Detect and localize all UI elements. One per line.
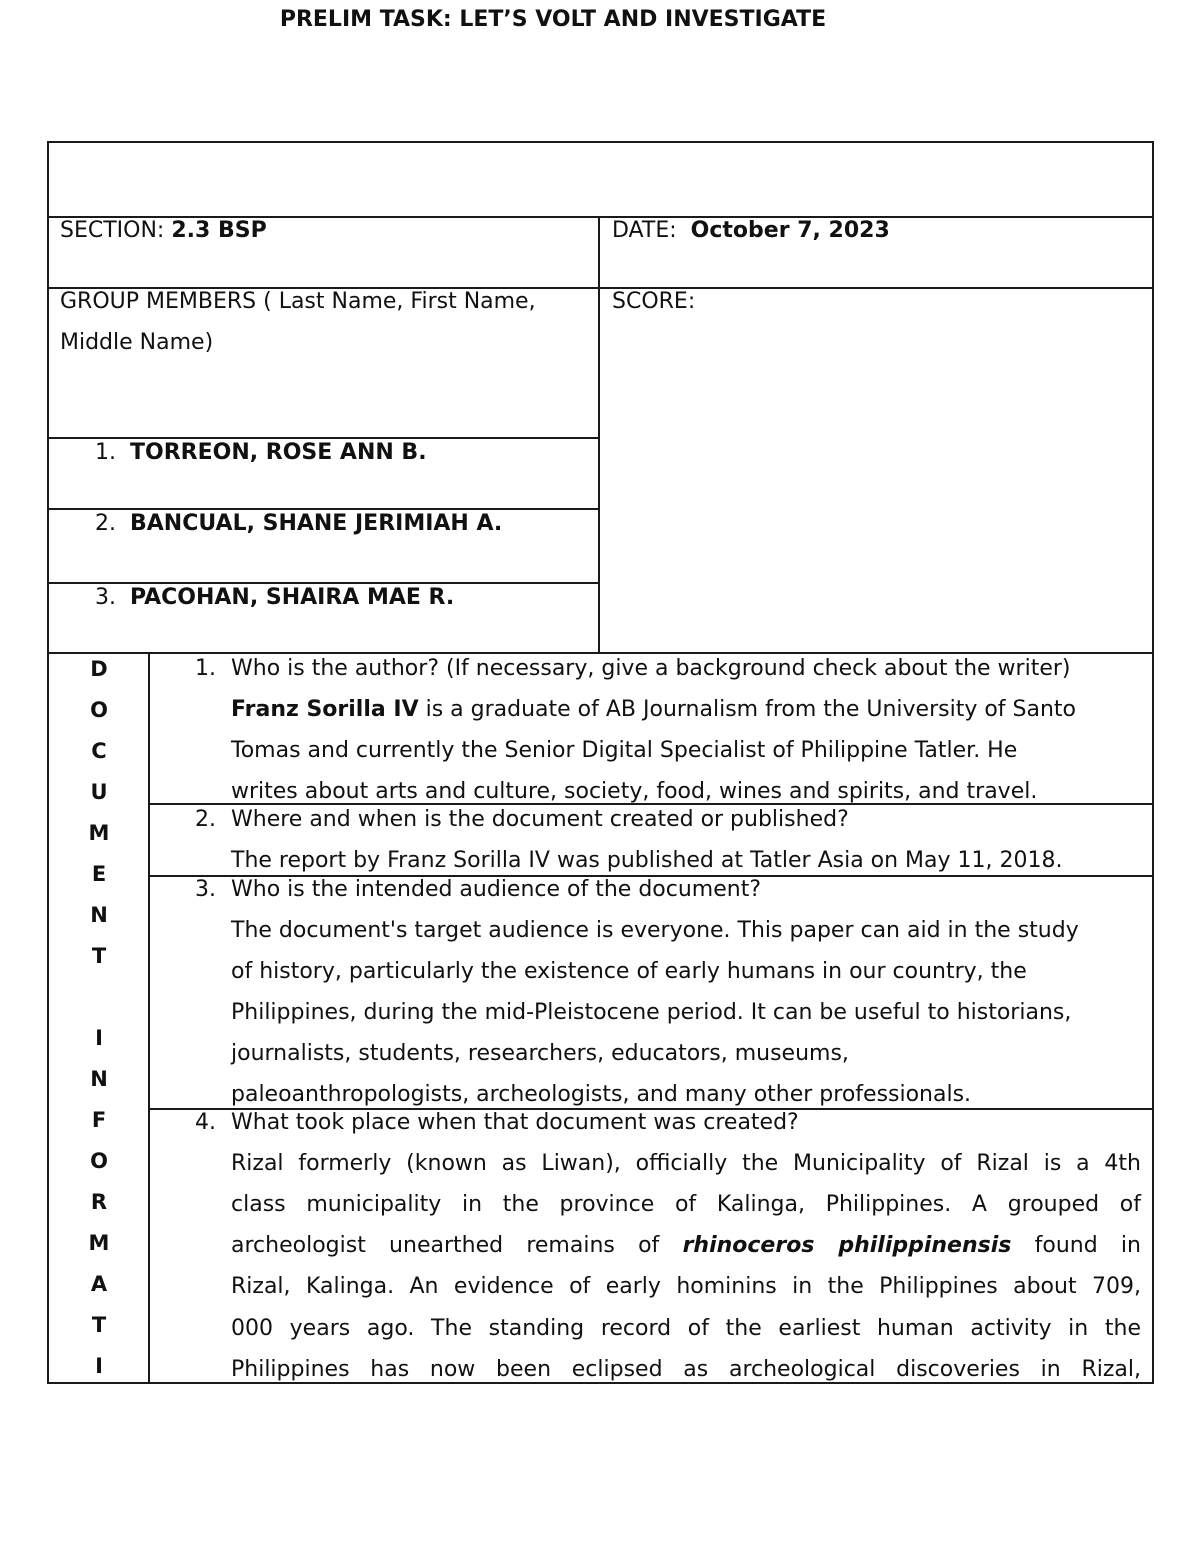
member-name: BANCUAL, SHANE JERIMIAH A. [130,511,503,536]
answer-line: writes about arts and culture, society, food, wines and spirits, and travel. [231,779,1038,804]
question-number: 1. [195,656,216,681]
answer-line [231,1225,1141,1266]
side-letter: E [91,862,107,886]
question-number: 4. [195,1110,216,1135]
side-letter: I [95,1354,103,1378]
answer-line: The report by Franz Sorilla IV was published at Tatler Asia on May 11, 2018. [231,848,1063,873]
side-letter: F [91,1108,107,1132]
section-field [60,210,267,251]
side-letter: N [90,903,108,927]
side-letter: A [90,1272,108,1296]
side-letter: C [91,739,107,763]
member-name: TORREON, ROSE ANN B. [130,440,427,465]
answer-line: Tomas and currently the Senior Digital Specialist of Philippine Tatler. He [231,738,1018,763]
author-name: Franz Sorilla IV [231,697,419,722]
answer-line: of history, particularly the existence of early humans in our country, the [231,959,1027,984]
side-letter: R [90,1190,108,1214]
section-value: 2.3 BSP [171,218,267,243]
col-divider [598,216,600,653]
score-label: SCORE: [612,289,696,314]
side-letter: T [91,1313,107,1337]
side-letter: I [95,1026,103,1050]
page-title: PRELIM TASK: LET’S VOLT AND INVESTIGATE [279,7,827,32]
side-letter-gap [48,977,150,1018]
answer-line: class municipality in the province of Kalinga, Philippines. A grouped of [231,1192,1141,1217]
side-letter: O [90,698,108,722]
answer-text: archeologist unearthed remains of [231,1233,683,1258]
question-text: Where and when is the document created or published? [231,807,849,832]
answer-line: Rizal formerly (known as Liwan), officially the Municipality of Rizal is a 4th [231,1151,1141,1176]
question-number: 3. [195,877,216,902]
member-number: 1. [95,440,116,465]
answer-line: Philippines, during the mid-Pleistocene period. It can be useful to historians, [231,1000,1072,1025]
member-number: 3. [95,585,116,610]
side-letter: M [88,821,110,845]
answer-line: 000 years ago. The standing record of the earliest human activity in the [231,1316,1141,1341]
table-border-top [47,141,1154,143]
members-label: GROUP MEMBERS ( Last Name, First Name, [60,289,536,314]
date-value: October 7, 2023 [690,218,890,243]
member-name: PACOHAN, SHAIRA MAE R. [130,585,455,610]
answer-line: journalists, students, researchers, educators, museums, [231,1041,849,1066]
question-text: Who is the author? (If necessary, give a background check about the writer) [231,656,1071,681]
document-information-vertical-label [48,649,150,1387]
question-text: What took place when that document was created? [231,1110,799,1135]
answer-line: paleoanthropologists, archeologists, and many other professionals. [231,1082,972,1107]
question-text: Who is the intended audience of the document? [231,877,762,902]
date-field [612,210,890,251]
answer-line: Rizal, Kalinga. An evidence of early hominins in the Philippines about 709, [231,1274,1141,1299]
answer-line [231,689,1076,730]
question-number: 2. [195,807,216,832]
side-letter: T [91,944,107,968]
species-name: rhinoceros philippinensis [682,1233,1012,1258]
answer-line: The document's target audience is everyone. This paper can aid in the study [231,918,1079,943]
side-letter: D [90,657,108,681]
side-letter: M [88,1231,110,1255]
answer-text: is a graduate of AB Journalism from the University of Santo [418,697,1077,722]
date-label: DATE: [612,218,677,243]
answer-line: Philippines has now been eclipsed as archeological discoveries in Rizal, [231,1357,1141,1382]
side-letter: O [90,1149,108,1173]
answer-text: found in [1011,1233,1141,1258]
side-letter: N [90,1067,108,1091]
members-label-cont: Middle Name) [60,330,214,355]
side-letter: U [90,780,108,804]
section-label: SECTION: [60,218,165,243]
table-border-right [1152,141,1154,1384]
member-number: 2. [95,511,116,536]
